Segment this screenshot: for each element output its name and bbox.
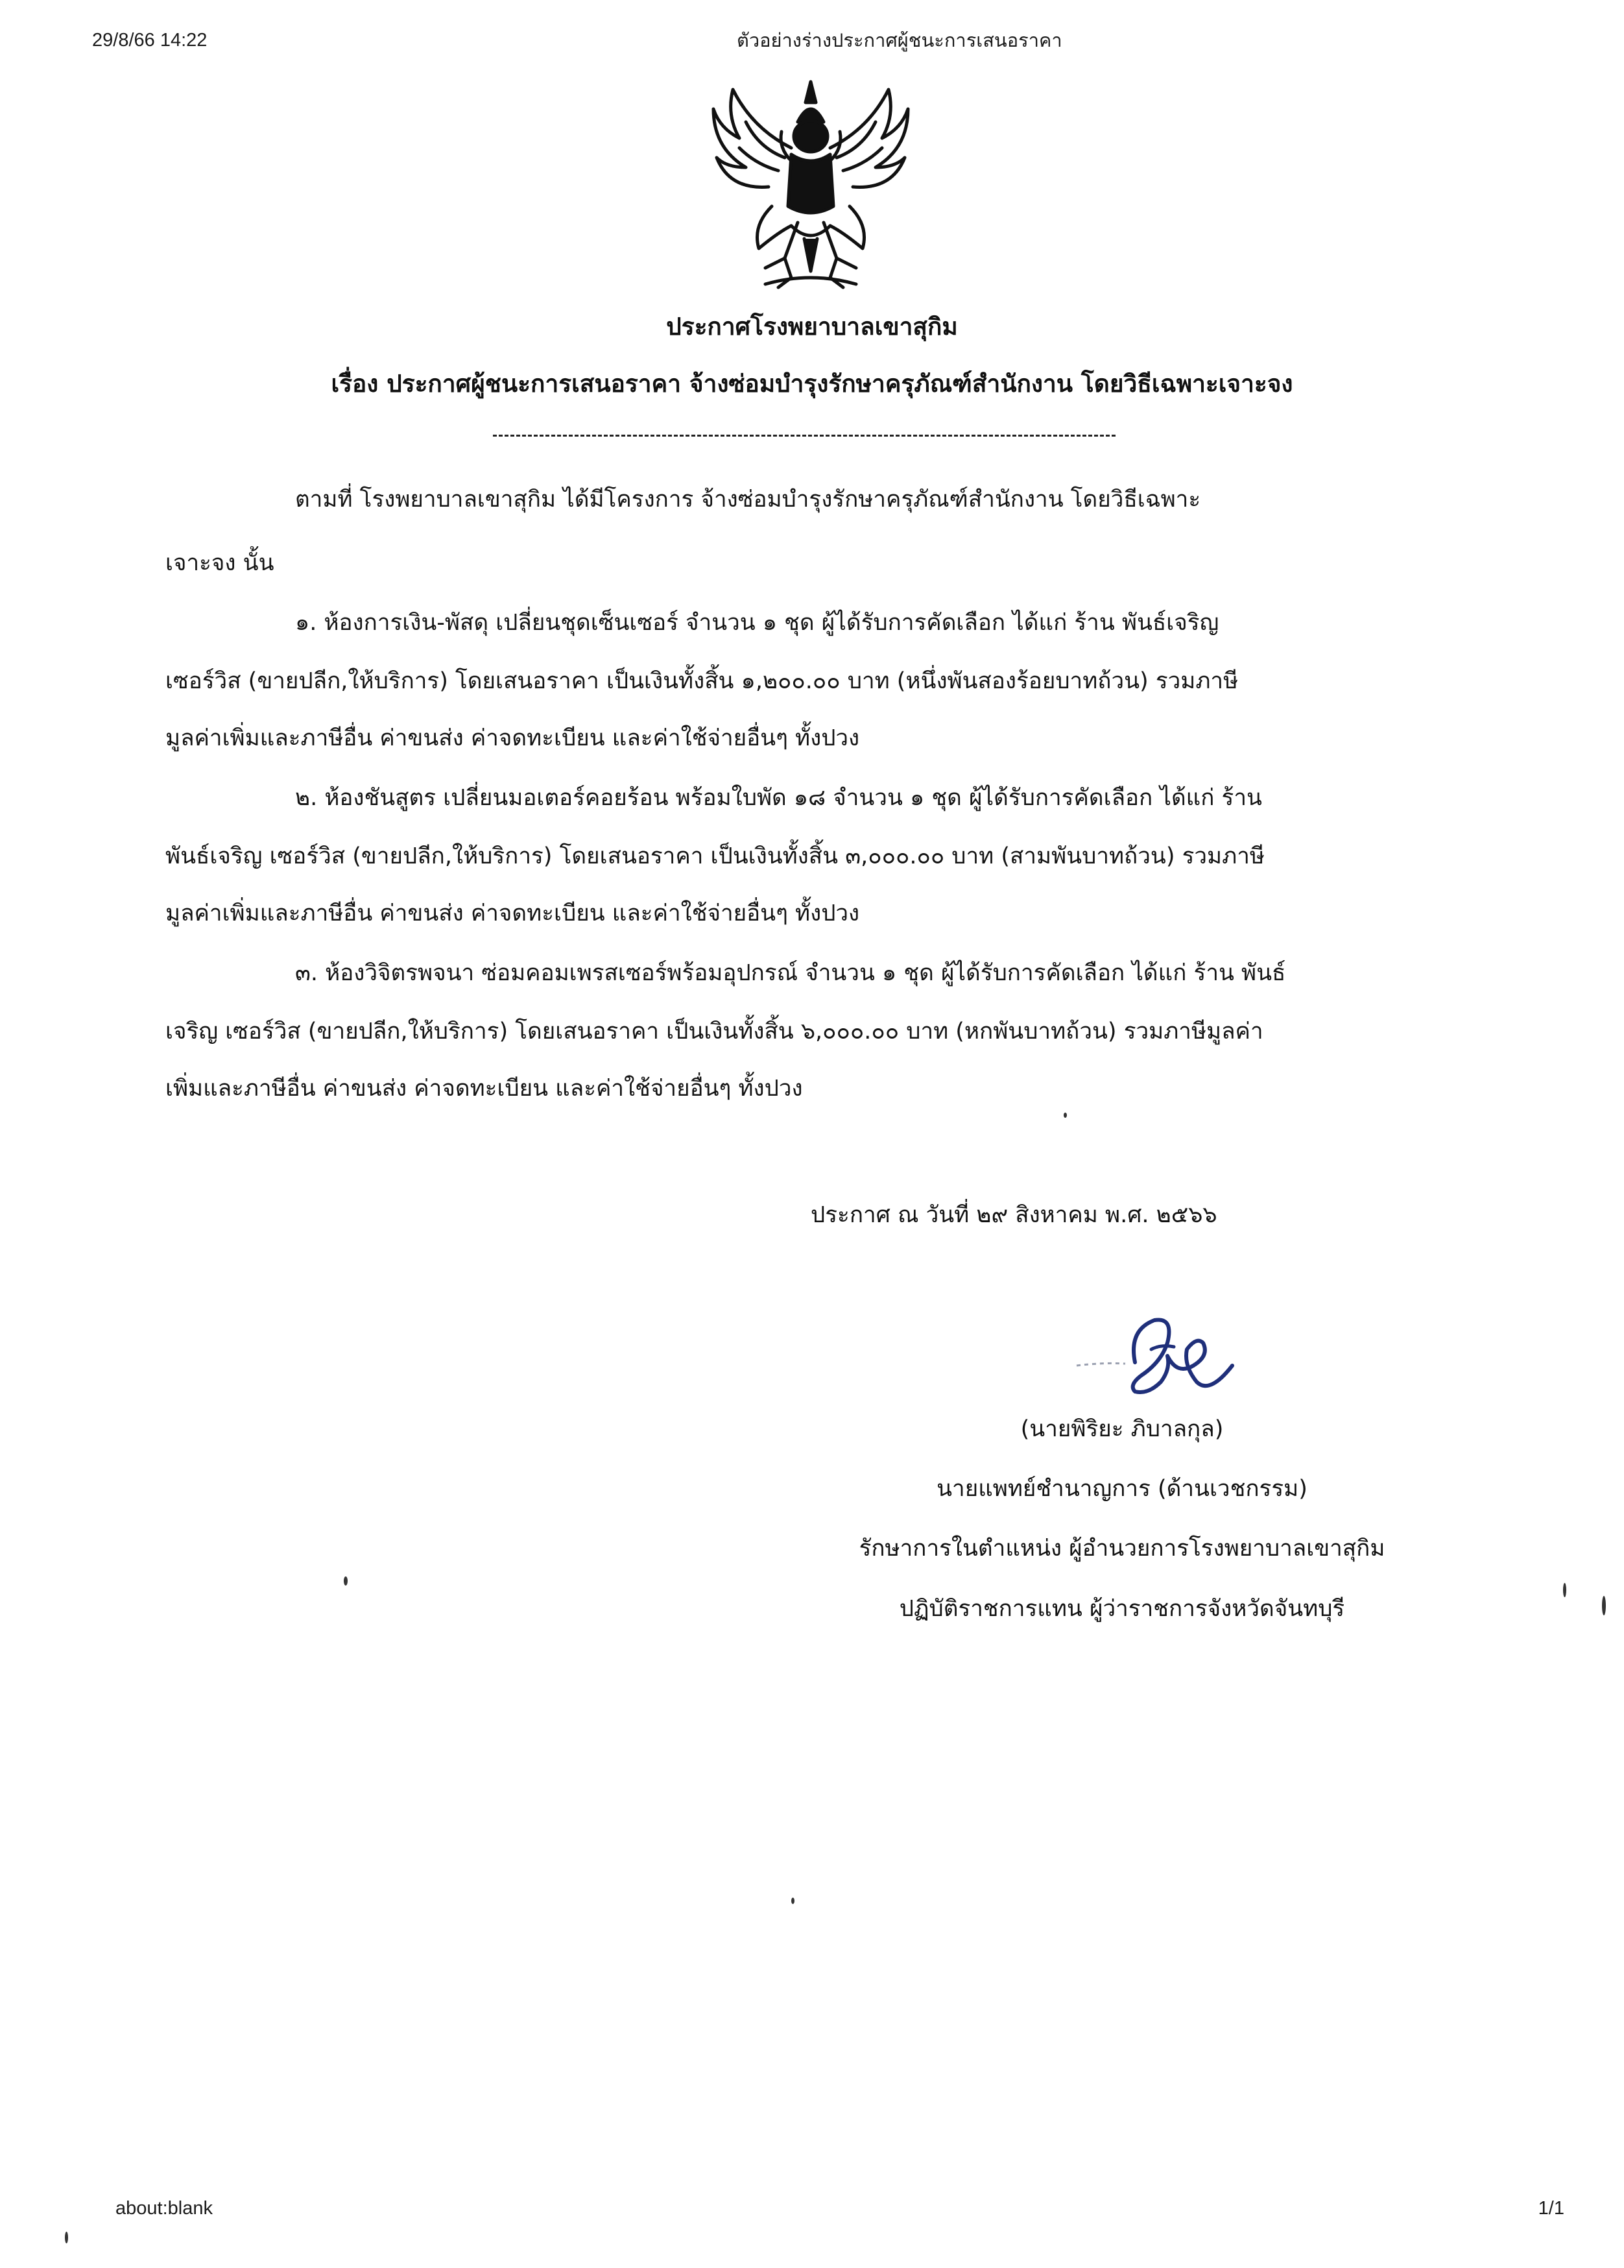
signatory-position-2: รักษาการในตำแหน่ง ผู้อำนวยการโรงพยาบาลเขาสุกิม xyxy=(859,1536,1385,1562)
scan-speck xyxy=(344,1576,348,1586)
title-separator xyxy=(493,435,1116,437)
scan-speck xyxy=(1064,1113,1067,1118)
item-1-line-3: มูลค่าเพิ่มและภาษีอื่น ค่าขนส่ง ค่าจดทะเบียน และค่าใช้จ่ายอื่นๆ ทั้งปวง xyxy=(165,725,860,751)
intro-line-1: ตามที่ โรงพยาบาลเขาสุกิม ได้มีโครงการ จ้างซ่อมบำรุงรักษาครุภัณฑ์สำนักงาน โดยวิธีเฉพาะ xyxy=(295,487,1201,513)
item-1-line-1: ๑. ห้องการเงิน-พัสดุ เปลี่ยนชุดเซ็นเซอร์ จำนวน ๑ ชุด ผู้ได้รับการคัดเลือก ได้แก่ ร้าน พันธ์เจริญ xyxy=(295,610,1219,636)
item-2-line-1: ๒. ห้องชันสูตร เปลี่ยนมอเตอร์คอยร้อน พร้อมใบพัด ๑๘ จำนวน ๑ ชุด ผู้ได้รับการคัดเลือก ได้แก่ ร้าน xyxy=(295,785,1262,811)
item-3-line-3: เพิ่มและภาษีอื่น ค่าขนส่ง ค่าจดทะเบียน และค่าใช้จ่ายอื่นๆ ทั้งปวง xyxy=(165,1076,803,1102)
print-datetime: 29/8/66 14:22 xyxy=(92,30,208,51)
document-title: ประกาศโรงพยาบาลเขาสุกิม xyxy=(666,313,958,341)
signatory-position-1: นายแพทย์ชำนาญการ (ด้านเวชกรรม) xyxy=(937,1476,1308,1502)
scan-speck xyxy=(65,2232,68,2243)
scan-speck xyxy=(1602,1596,1606,1615)
announcement-date: ประกาศ ณ วันที่ ๒๙ สิงหาคม พ.ศ. ๒๕๖๖ xyxy=(811,1202,1217,1228)
item-2-line-3: มูลค่าเพิ่มและภาษีอื่น ค่าขนส่ง ค่าจดทะเบียน และค่าใช้จ่ายอื่นๆ ทั้งปวง xyxy=(165,900,860,926)
scan-speck xyxy=(1563,1583,1566,1597)
intro-line-2: เจาะจง นั้น xyxy=(165,550,274,576)
scan-speck xyxy=(791,1898,794,1904)
print-page-number: 1/1 xyxy=(1538,2198,1564,2219)
print-page-title: ตัวอย่างร่างประกาศผู้ชนะการเสนอราคา xyxy=(737,29,1062,51)
document-subject: เรื่อง ประกาศผู้ชนะการเสนอราคา จ้างซ่อมบำรุงรักษาครุภัณฑ์สำนักงาน โดยวิธีเฉพาะเจาะจง xyxy=(331,370,1293,398)
item-3-line-2: เจริญ เซอร์วิส (ขายปลีก,ให้บริการ) โดยเสนอราคา เป็นเงินทั้งสิ้น ๖,๐๐๐.๐๐ บาท (หกพันบาทถ้วน) รวมภาษีมูลค่า xyxy=(165,1019,1263,1044)
item-2-line-2: พันธ์เจริญ เซอร์วิส (ขายปลีก,ให้บริการ) โดยเสนอราคา เป็นเงินทั้งสิ้น ๓,๐๐๐.๐๐ บาท (สามพันบาทถ้วน) รวมภาษี xyxy=(165,843,1265,869)
handwritten-signature xyxy=(1064,1304,1258,1421)
signatory-position-3: ปฏิบัติราชการแทน ผู้ว่าราชการจังหวัดจันทบุรี xyxy=(899,1596,1345,1622)
garuda-emblem-icon xyxy=(694,77,927,297)
item-1-line-2: เซอร์วิส (ขายปลีก,ให้บริการ) โดยเสนอราคา เป็นเงินทั้งสิ้น ๑,๒๐๐.๐๐ บาท (หนึ่งพันสองร้อยบาทถ้วน) รวมภาษี xyxy=(165,668,1239,694)
item-3-line-1: ๓. ห้องวิจิตรพจนา ซ่อมคอมเพรสเซอร์พร้อมอุปกรณ์ จำนวน ๑ ชุด ผู้ได้รับการคัดเลือก ได้แก่ ร้าน พันธ์ xyxy=(295,960,1286,986)
signatory-name: (นายพิริยะ ภิบาลกุล) xyxy=(1020,1416,1224,1442)
print-url: about:blank xyxy=(115,2198,213,2219)
